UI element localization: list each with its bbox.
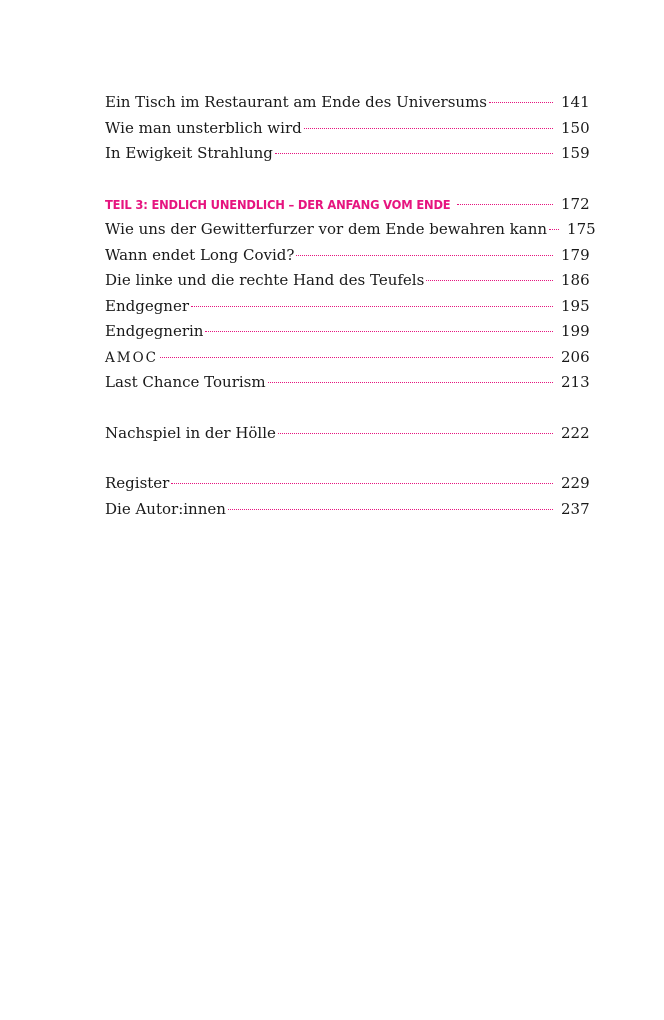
toc-entry[interactable] — [105, 90, 589, 116]
toc-entry[interactable] — [105, 268, 589, 294]
toc-entry-page: 199 — [561, 322, 590, 340]
toc-entry[interactable] — [105, 471, 589, 497]
dot-leader — [549, 229, 559, 230]
dot-leader — [304, 128, 553, 129]
toc-entry-title: AMOC — [105, 349, 158, 366]
toc-entry-page: 141 — [561, 93, 590, 111]
toc-entry[interactable] — [105, 497, 589, 523]
toc-entry[interactable] — [105, 319, 589, 345]
dot-leader — [296, 255, 553, 256]
section-gap — [105, 446, 589, 471]
table-of-contents — [105, 90, 596, 522]
dot-leader — [457, 204, 553, 205]
dot-leader — [160, 357, 553, 358]
toc-entry[interactable] — [105, 116, 589, 142]
toc-entry-title: Register — [105, 474, 170, 492]
dot-leader — [489, 102, 553, 103]
toc-entry-page: 175 — [567, 220, 596, 238]
toc-entry[interactable] — [105, 370, 589, 396]
dot-leader — [268, 382, 553, 383]
toc-entry-page: 195 — [561, 296, 590, 315]
toc-section-heading[interactable] — [105, 192, 589, 218]
toc-entry[interactable] — [105, 345, 589, 371]
dot-leader — [228, 509, 553, 510]
toc-entry-title: Ein Tisch im Restaurant am Ende des Universums — [105, 93, 488, 111]
toc-entry-title: Wie uns der Gewitterfurzer vor dem Ende bewahren kann — [105, 220, 548, 238]
toc-entry-title: Nachspiel in der Hölle — [105, 423, 276, 442]
toc-entry-page: 237 — [561, 499, 590, 518]
toc-entry-title: Die Autor:innen — [105, 499, 226, 518]
toc-entry-title: Endgegnerin — [105, 322, 204, 340]
toc-entry-title: Die linke und die rechte Hand des Teufels — [105, 271, 425, 289]
dot-leader — [275, 153, 553, 154]
toc-entry[interactable] — [105, 141, 589, 167]
section-gap — [105, 396, 589, 421]
toc-entry-page: 206 — [561, 347, 590, 366]
toc-entry-page: 179 — [561, 245, 590, 264]
toc-entry-page: 159 — [561, 144, 590, 162]
toc-entry-title: Endgegner — [105, 296, 190, 315]
section-gap — [105, 167, 589, 192]
toc-entry[interactable] — [105, 421, 589, 447]
dot-leader — [191, 306, 553, 307]
section-page: 172 — [561, 194, 590, 213]
toc-entry-title: In Ewigkeit Strahlung — [105, 144, 273, 162]
dot-leader — [278, 433, 553, 434]
dot-leader — [205, 331, 553, 332]
toc-entry-title: Last Chance Tourism — [105, 373, 266, 391]
toc-entry-page: 229 — [561, 474, 590, 492]
toc-entry-page: 222 — [561, 423, 590, 442]
toc-entry-page: 213 — [561, 373, 590, 391]
toc-entry-title: Wann endet Long Covid? — [105, 245, 295, 264]
toc-entry-page: 186 — [561, 271, 590, 289]
dot-leader — [171, 483, 553, 484]
section-title: TEIL 3: ENDLICH UNENDLICH – DER ANFANG VOM ENDE — [105, 196, 451, 212]
toc-entry[interactable] — [105, 243, 589, 269]
toc-entry-page: 150 — [561, 118, 590, 137]
toc-entry-title: Wie man unsterblich wird — [105, 118, 302, 137]
dot-leader — [426, 280, 553, 281]
toc-entry[interactable] — [105, 217, 596, 243]
toc-entry[interactable] — [105, 294, 589, 320]
